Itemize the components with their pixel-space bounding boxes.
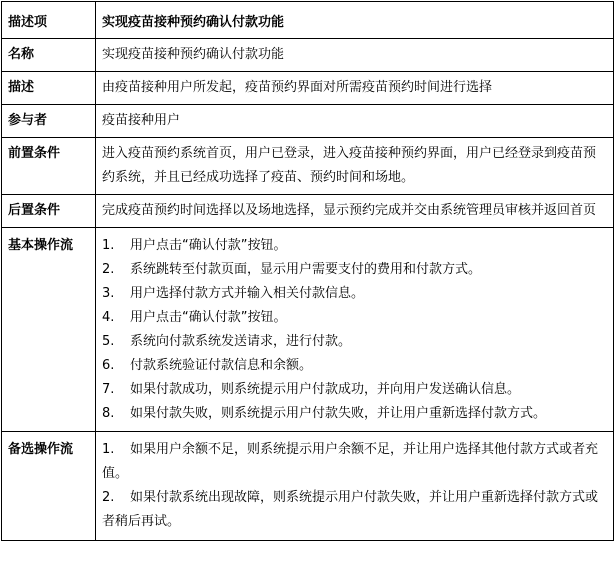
description-value-cell: 由疫苗接种用户所发起，疫苗预约界面对所需疫苗预约时间进行选择	[96, 72, 614, 105]
step-text: 用户点击“确认付款”按钮。	[130, 238, 287, 253]
step-text: 系统跳转至付款页面，显示用户需要支付的费用和付款方式。	[130, 262, 482, 277]
step-text: 如果付款系统出现故障，则系统提示用户付款失败，并让用户重新选择付款方式或者稍后再试。	[102, 490, 599, 529]
step-number: 6.	[102, 358, 115, 373]
step-number: 8.	[102, 406, 115, 421]
step-text: 付款系统验证付款信息和余额。	[130, 358, 313, 373]
name-value-cell: 实现疫苗接种预约确认付款功能	[96, 39, 614, 72]
alternate-flow-step	[102, 486, 607, 534]
basic-flow-step	[102, 282, 607, 306]
header-value-cell: 实现疫苗接种预约确认付款功能	[96, 2, 614, 39]
name-row	[2, 39, 614, 72]
step-number: 1.	[102, 238, 115, 253]
participants-key-cell: 参与者	[2, 105, 96, 138]
postcondition-row	[2, 195, 614, 228]
precondition-key-cell: 前置条件	[2, 138, 96, 195]
basic-flow-row	[2, 228, 614, 432]
basic-flow-steps	[96, 228, 614, 432]
alternate-flow-steps	[96, 432, 614, 541]
basic-flow-step	[102, 306, 607, 330]
step-number: 2.	[102, 262, 115, 277]
step-number: 3.	[102, 286, 115, 301]
step-text: 如果用户余额不足，则系统提示用户余额不足，并让用户选择其他付款方式或者充值。	[102, 442, 599, 481]
basic-flow-step	[102, 258, 607, 282]
postcondition-key-cell: 后置条件	[2, 195, 96, 228]
basic-flow-step	[102, 234, 607, 258]
participants-value-cell: 疫苗接种用户	[96, 105, 614, 138]
basic-flow-step	[102, 378, 607, 402]
participants-row	[2, 105, 614, 138]
step-text: 如果付款失败，则系统提示用户付款失败，并让用户重新选择付款方式。	[130, 406, 547, 421]
basic-flow-step	[102, 330, 607, 354]
step-text: 用户点击“确认付款”按钮。	[130, 310, 287, 325]
header-key-cell: 描述项	[2, 2, 96, 39]
basic-flow-key-cell: 基本操作流	[2, 228, 96, 432]
use-case-table	[1, 1, 614, 541]
step-text: 如果付款成功，则系统提示用户付款成功，并向用户发送确认信息。	[130, 382, 521, 397]
step-text: 用户选择付款方式并输入相关付款信息。	[130, 286, 365, 301]
step-number: 1.	[102, 442, 115, 457]
step-number: 5.	[102, 334, 115, 349]
precondition-value-cell: 进入疫苗预约系统首页，用户已登录，进入疫苗接种预约界面，用户已经登录到疫苗预约系统，并且已经成功选择了疫苗、预约时间和场地。	[96, 138, 614, 195]
step-number: 7.	[102, 382, 115, 397]
description-row	[2, 72, 614, 105]
alternate-flow-row	[2, 432, 614, 541]
description-key-cell: 描述	[2, 72, 96, 105]
basic-flow-step	[102, 354, 607, 378]
postcondition-value-cell: 完成疫苗预约时间选择以及场地选择，显示预约完成并交由系统管理员审核并返回首页	[96, 195, 614, 228]
table-header-row	[2, 2, 614, 39]
step-number: 4.	[102, 310, 115, 325]
step-number: 2.	[102, 490, 115, 505]
name-key-cell: 名称	[2, 39, 96, 72]
alternate-flow-key-cell: 备选操作流	[2, 432, 96, 541]
alternate-flow-step	[102, 438, 607, 486]
precondition-row	[2, 138, 614, 195]
step-text: 系统向付款系统发送请求，进行付款。	[130, 334, 352, 349]
basic-flow-step	[102, 402, 607, 426]
